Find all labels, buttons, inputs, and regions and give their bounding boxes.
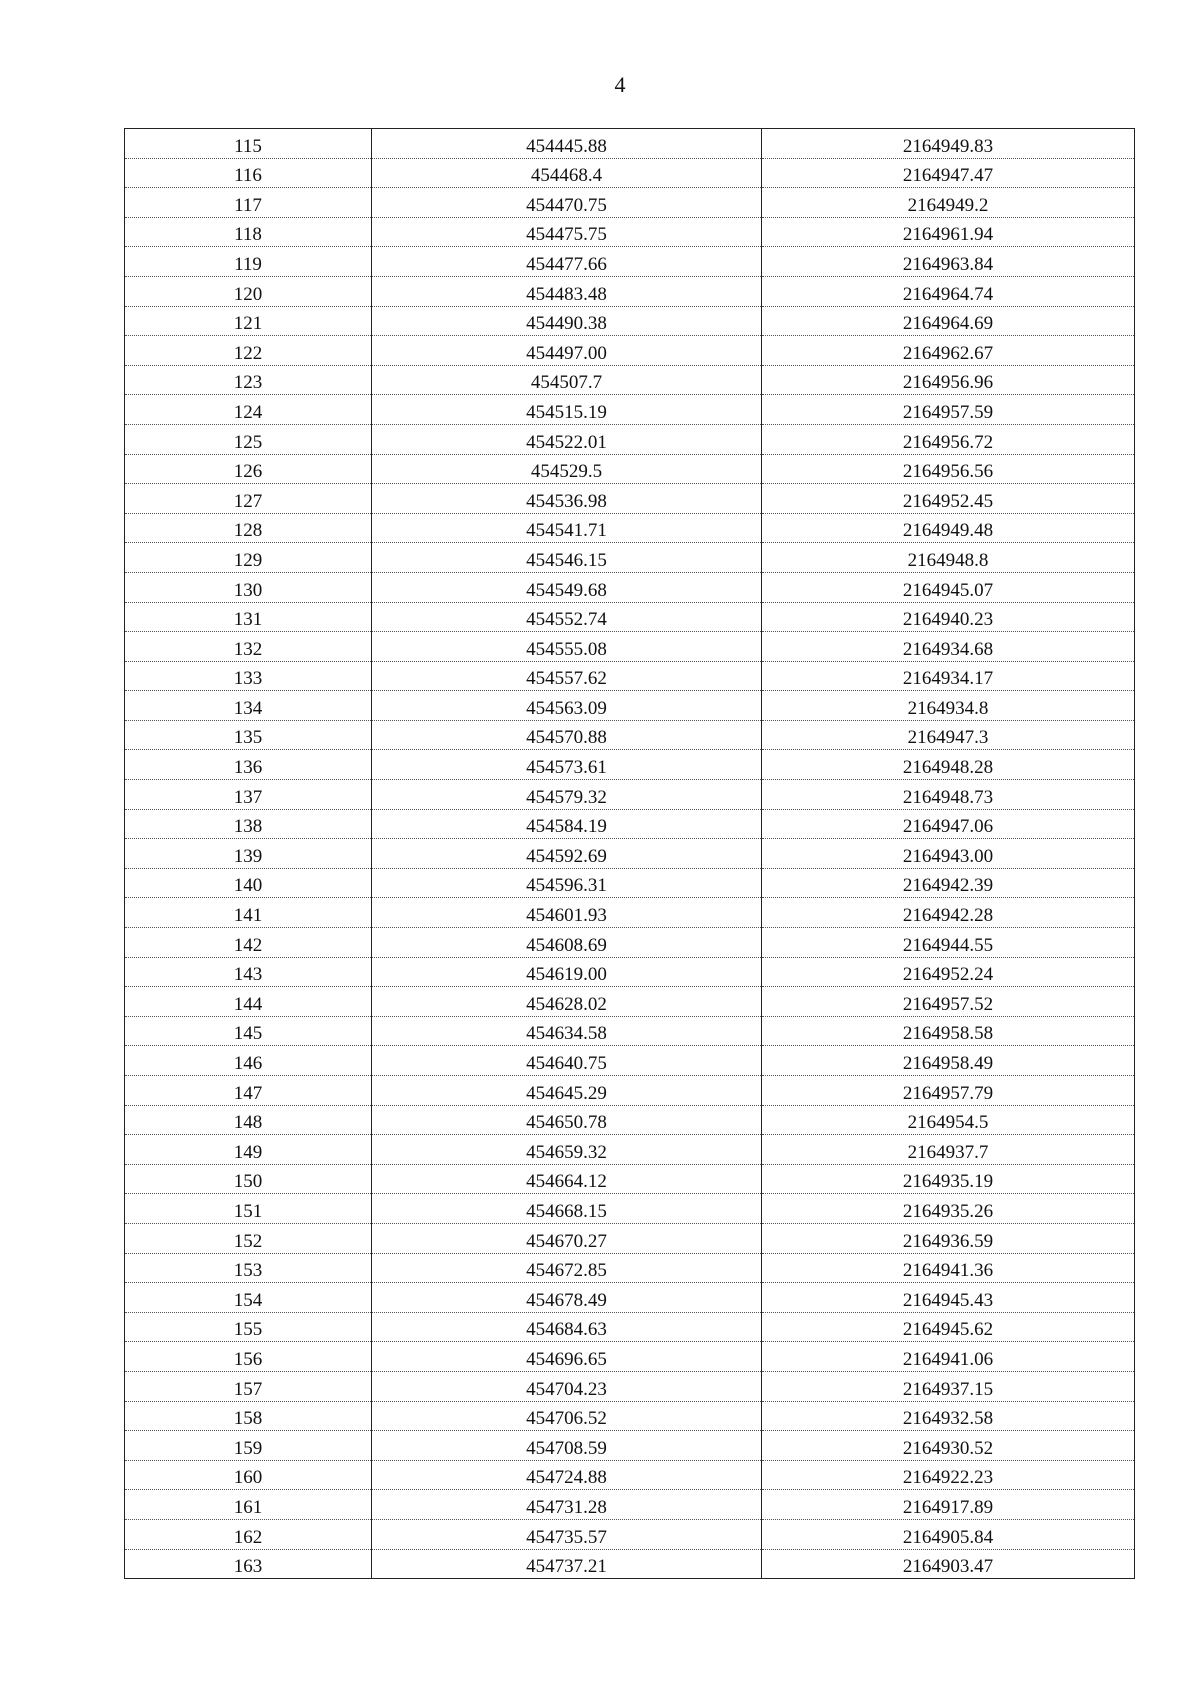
y-coordinate-cell: 2164947.06 <box>762 809 1135 839</box>
point-number-cell: 143 <box>125 957 372 987</box>
y-coordinate-cell: 2164958.49 <box>762 1046 1135 1076</box>
x-coordinate-cell: 454735.57 <box>372 1519 762 1549</box>
point-number-cell: 159 <box>125 1431 372 1461</box>
x-coordinate-cell: 454628.02 <box>372 987 762 1017</box>
y-coordinate-cell: 2164961.94 <box>762 217 1135 247</box>
point-number-cell: 155 <box>125 1312 372 1342</box>
table-row <box>125 306 1135 336</box>
table-row <box>125 868 1135 898</box>
x-coordinate-cell: 454670.27 <box>372 1223 762 1253</box>
x-coordinate-cell: 454678.49 <box>372 1283 762 1313</box>
table-row <box>125 1371 1135 1401</box>
table-row <box>125 543 1135 573</box>
table-row <box>125 1460 1135 1490</box>
y-coordinate-cell: 2164947.3 <box>762 720 1135 750</box>
x-coordinate-cell: 454634.58 <box>372 1016 762 1046</box>
point-number-cell: 115 <box>125 129 372 159</box>
point-number-cell: 152 <box>125 1223 372 1253</box>
y-coordinate-cell: 2164954.5 <box>762 1105 1135 1135</box>
y-coordinate-cell: 2164945.07 <box>762 572 1135 602</box>
y-coordinate-cell: 2164943.00 <box>762 839 1135 869</box>
y-coordinate-cell: 2164947.47 <box>762 158 1135 188</box>
x-coordinate-cell: 454672.85 <box>372 1253 762 1283</box>
y-coordinate-cell: 2164962.67 <box>762 336 1135 366</box>
y-coordinate-cell: 2164958.58 <box>762 1016 1135 1046</box>
x-coordinate-cell: 454584.19 <box>372 809 762 839</box>
table-row <box>125 188 1135 218</box>
table-row <box>125 1519 1135 1549</box>
table-row <box>125 484 1135 514</box>
table-row <box>125 572 1135 602</box>
point-number-cell: 126 <box>125 454 372 484</box>
point-number-cell: 133 <box>125 661 372 691</box>
table-row <box>125 1076 1135 1106</box>
x-coordinate-cell: 454529.5 <box>372 454 762 484</box>
x-coordinate-cell: 454563.09 <box>372 691 762 721</box>
x-coordinate-cell: 454555.08 <box>372 632 762 662</box>
y-coordinate-cell: 2164934.17 <box>762 661 1135 691</box>
y-coordinate-cell: 2164940.23 <box>762 602 1135 632</box>
point-number-cell: 149 <box>125 1135 372 1165</box>
point-number-cell: 148 <box>125 1105 372 1135</box>
x-coordinate-cell: 454557.62 <box>372 661 762 691</box>
x-coordinate-cell: 454483.48 <box>372 276 762 306</box>
table-row <box>125 750 1135 780</box>
x-coordinate-cell: 454546.15 <box>372 543 762 573</box>
x-coordinate-cell: 454659.32 <box>372 1135 762 1165</box>
y-coordinate-cell: 2164936.59 <box>762 1223 1135 1253</box>
point-number-cell: 132 <box>125 632 372 662</box>
x-coordinate-cell: 454507.7 <box>372 365 762 395</box>
table-row <box>125 1164 1135 1194</box>
table-row <box>125 1046 1135 1076</box>
point-number-cell: 124 <box>125 395 372 425</box>
point-number-cell: 122 <box>125 336 372 366</box>
table-row <box>125 987 1135 1017</box>
y-coordinate-cell: 2164945.43 <box>762 1283 1135 1313</box>
y-coordinate-cell: 2164942.28 <box>762 898 1135 928</box>
point-number-cell: 125 <box>125 424 372 454</box>
y-coordinate-cell: 2164952.24 <box>762 957 1135 987</box>
table-row <box>125 513 1135 543</box>
point-number-cell: 147 <box>125 1076 372 1106</box>
y-coordinate-cell: 2164948.8 <box>762 543 1135 573</box>
y-coordinate-cell: 2164957.52 <box>762 987 1135 1017</box>
x-coordinate-cell: 454706.52 <box>372 1401 762 1431</box>
x-coordinate-cell: 454668.15 <box>372 1194 762 1224</box>
y-coordinate-cell: 2164964.69 <box>762 306 1135 336</box>
coordinates-table-body <box>125 129 1135 1579</box>
table-row <box>125 661 1135 691</box>
table-row <box>125 691 1135 721</box>
table-row <box>125 365 1135 395</box>
point-number-cell: 138 <box>125 809 372 839</box>
point-number-cell: 150 <box>125 1164 372 1194</box>
y-coordinate-cell: 2164944.55 <box>762 928 1135 958</box>
x-coordinate-cell: 454475.75 <box>372 217 762 247</box>
table-row <box>125 217 1135 247</box>
x-coordinate-cell: 454650.78 <box>372 1105 762 1135</box>
y-coordinate-cell: 2164905.84 <box>762 1519 1135 1549</box>
point-number-cell: 154 <box>125 1283 372 1313</box>
page-number: 4 <box>614 72 626 97</box>
x-coordinate-cell: 454515.19 <box>372 395 762 425</box>
x-coordinate-cell: 454490.38 <box>372 306 762 336</box>
table-row <box>125 158 1135 188</box>
point-number-cell: 119 <box>125 247 372 277</box>
point-number-cell: 141 <box>125 898 372 928</box>
point-number-cell: 134 <box>125 691 372 721</box>
y-coordinate-cell: 2164934.68 <box>762 632 1135 662</box>
table-row <box>125 395 1135 425</box>
x-coordinate-cell: 454608.69 <box>372 928 762 958</box>
point-number-cell: 121 <box>125 306 372 336</box>
point-number-cell: 144 <box>125 987 372 1017</box>
point-number-cell: 123 <box>125 365 372 395</box>
table-row <box>125 809 1135 839</box>
x-coordinate-cell: 454570.88 <box>372 720 762 750</box>
x-coordinate-cell: 454684.63 <box>372 1312 762 1342</box>
x-coordinate-cell: 454731.28 <box>372 1490 762 1520</box>
x-coordinate-cell: 454645.29 <box>372 1076 762 1106</box>
y-coordinate-cell: 2164956.56 <box>762 454 1135 484</box>
point-number-cell: 146 <box>125 1046 372 1076</box>
x-coordinate-cell: 454737.21 <box>372 1549 762 1579</box>
point-number-cell: 127 <box>125 484 372 514</box>
table-row <box>125 1312 1135 1342</box>
point-number-cell: 156 <box>125 1342 372 1372</box>
table-row <box>125 1342 1135 1372</box>
point-number-cell: 130 <box>125 572 372 602</box>
point-number-cell: 145 <box>125 1016 372 1046</box>
point-number-cell: 160 <box>125 1460 372 1490</box>
x-coordinate-cell: 454708.59 <box>372 1431 762 1461</box>
x-coordinate-cell: 454573.61 <box>372 750 762 780</box>
y-coordinate-cell: 2164952.45 <box>762 484 1135 514</box>
table-row <box>125 898 1135 928</box>
table-row <box>125 780 1135 810</box>
y-coordinate-cell: 2164937.7 <box>762 1135 1135 1165</box>
x-coordinate-cell: 454601.93 <box>372 898 762 928</box>
y-coordinate-cell: 2164948.28 <box>762 750 1135 780</box>
x-coordinate-cell: 454522.01 <box>372 424 762 454</box>
table-row <box>125 928 1135 958</box>
point-number-cell: 139 <box>125 839 372 869</box>
point-number-cell: 140 <box>125 868 372 898</box>
table-row <box>125 1549 1135 1579</box>
x-coordinate-cell: 454579.32 <box>372 780 762 810</box>
table-row <box>125 957 1135 987</box>
table-row <box>125 247 1135 277</box>
table-row <box>125 602 1135 632</box>
y-coordinate-cell: 2164941.36 <box>762 1253 1135 1283</box>
y-coordinate-cell: 2164917.89 <box>762 1490 1135 1520</box>
table-row <box>125 1401 1135 1431</box>
point-number-cell: 161 <box>125 1490 372 1520</box>
y-coordinate-cell: 2164949.83 <box>762 129 1135 159</box>
table-row <box>125 454 1135 484</box>
point-number-cell: 137 <box>125 780 372 810</box>
y-coordinate-cell: 2164935.26 <box>762 1194 1135 1224</box>
x-coordinate-cell: 454640.75 <box>372 1046 762 1076</box>
x-coordinate-cell: 454445.88 <box>372 129 762 159</box>
x-coordinate-cell: 454549.68 <box>372 572 762 602</box>
x-coordinate-cell: 454541.71 <box>372 513 762 543</box>
table-row <box>125 1223 1135 1253</box>
table-row <box>125 1194 1135 1224</box>
table-row <box>125 1490 1135 1520</box>
table-row <box>125 839 1135 869</box>
y-coordinate-cell: 2164934.8 <box>762 691 1135 721</box>
x-coordinate-cell: 454724.88 <box>372 1460 762 1490</box>
y-coordinate-cell: 2164922.23 <box>762 1460 1135 1490</box>
point-number-cell: 163 <box>125 1549 372 1579</box>
table-row <box>125 129 1135 159</box>
x-coordinate-cell: 454468.4 <box>372 158 762 188</box>
point-number-cell: 128 <box>125 513 372 543</box>
y-coordinate-cell: 2164957.59 <box>762 395 1135 425</box>
y-coordinate-cell: 2164942.39 <box>762 868 1135 898</box>
x-coordinate-cell: 454592.69 <box>372 839 762 869</box>
x-coordinate-cell: 454619.00 <box>372 957 762 987</box>
y-coordinate-cell: 2164937.15 <box>762 1371 1135 1401</box>
x-coordinate-cell: 454704.23 <box>372 1371 762 1401</box>
y-coordinate-cell: 2164941.06 <box>762 1342 1135 1372</box>
y-coordinate-cell: 2164903.47 <box>762 1549 1135 1579</box>
x-coordinate-cell: 454664.12 <box>372 1164 762 1194</box>
point-number-cell: 136 <box>125 750 372 780</box>
point-number-cell: 153 <box>125 1253 372 1283</box>
point-number-cell: 118 <box>125 217 372 247</box>
y-coordinate-cell: 2164964.74 <box>762 276 1135 306</box>
point-number-cell: 120 <box>125 276 372 306</box>
y-coordinate-cell: 2164932.58 <box>762 1401 1135 1431</box>
table-row <box>125 632 1135 662</box>
x-coordinate-cell: 454497.00 <box>372 336 762 366</box>
table-row <box>125 720 1135 750</box>
x-coordinate-cell: 454596.31 <box>372 868 762 898</box>
x-coordinate-cell: 454552.74 <box>372 602 762 632</box>
table-row <box>125 276 1135 306</box>
x-coordinate-cell: 454536.98 <box>372 484 762 514</box>
y-coordinate-cell: 2164948.73 <box>762 780 1135 810</box>
table-row <box>125 1105 1135 1135</box>
point-number-cell: 151 <box>125 1194 372 1224</box>
coordinates-table <box>124 128 1135 1579</box>
point-number-cell: 162 <box>125 1519 372 1549</box>
point-number-cell: 116 <box>125 158 372 188</box>
point-number-cell: 135 <box>125 720 372 750</box>
y-coordinate-cell: 2164945.62 <box>762 1312 1135 1342</box>
point-number-cell: 129 <box>125 543 372 573</box>
x-coordinate-cell: 454470.75 <box>372 188 762 218</box>
y-coordinate-cell: 2164949.2 <box>762 188 1135 218</box>
y-coordinate-cell: 2164949.48 <box>762 513 1135 543</box>
y-coordinate-cell: 2164957.79 <box>762 1076 1135 1106</box>
point-number-cell: 157 <box>125 1371 372 1401</box>
point-number-cell: 131 <box>125 602 372 632</box>
y-coordinate-cell: 2164935.19 <box>762 1164 1135 1194</box>
x-coordinate-cell: 454696.65 <box>372 1342 762 1372</box>
table-row <box>125 1135 1135 1165</box>
y-coordinate-cell: 2164963.84 <box>762 247 1135 277</box>
point-number-cell: 142 <box>125 928 372 958</box>
table-row <box>125 1253 1135 1283</box>
y-coordinate-cell: 2164956.96 <box>762 365 1135 395</box>
table-row <box>125 424 1135 454</box>
y-coordinate-cell: 2164930.52 <box>762 1431 1135 1461</box>
x-coordinate-cell: 454477.66 <box>372 247 762 277</box>
table-row <box>125 1283 1135 1313</box>
table-row <box>125 1016 1135 1046</box>
table-row <box>125 1431 1135 1461</box>
point-number-cell: 158 <box>125 1401 372 1431</box>
point-number-cell: 117 <box>125 188 372 218</box>
y-coordinate-cell: 2164956.72 <box>762 424 1135 454</box>
table-row <box>125 336 1135 366</box>
